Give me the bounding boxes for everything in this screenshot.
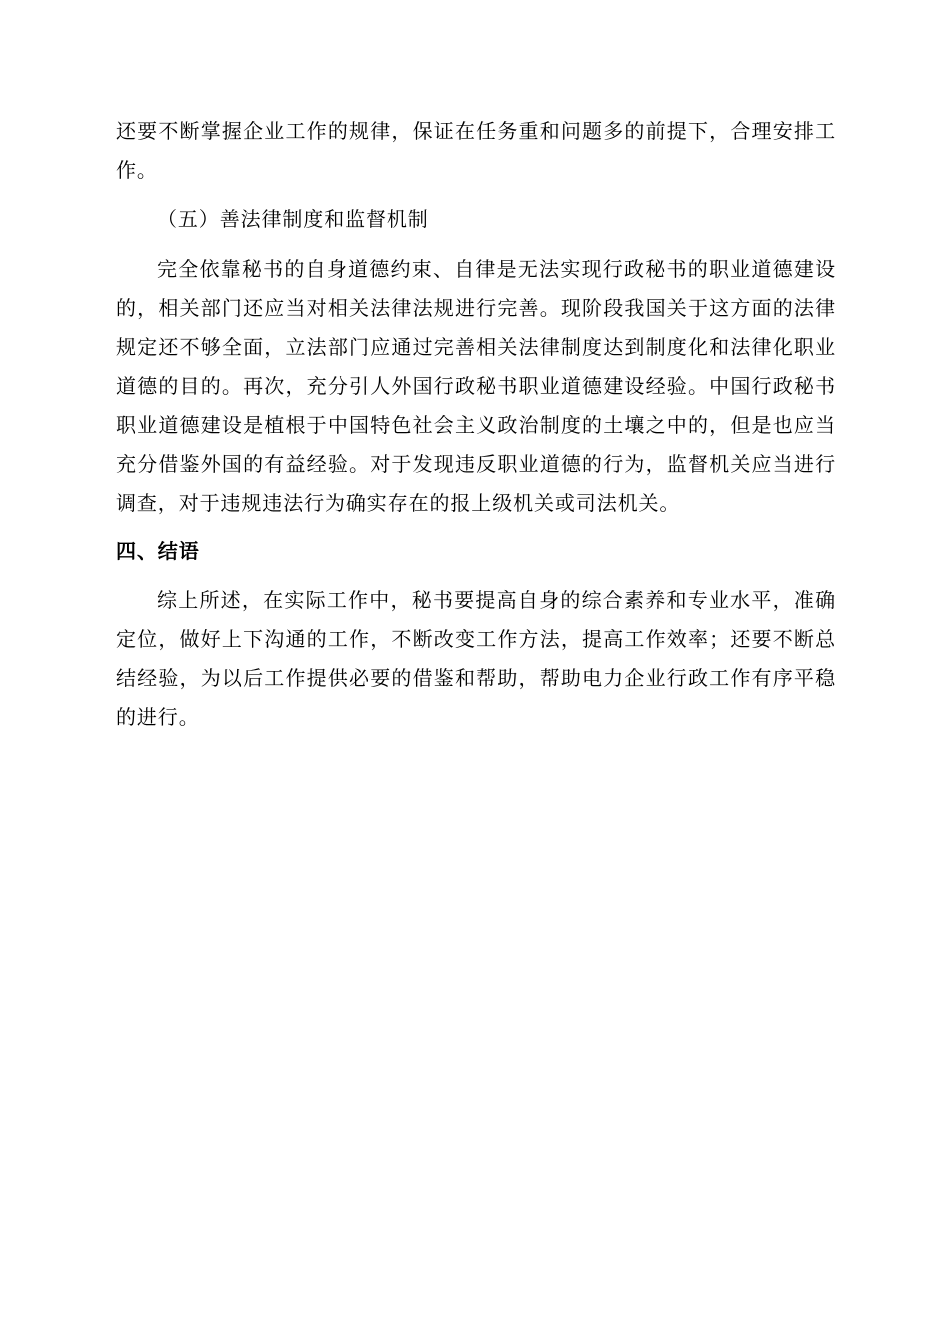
- paragraph-law-supervision: 完全依靠秘书的自身道德约束、自律是无法实现行政秘书的职业道德建设的，相关部门还应当对相关法律法规进行完善。现阶段我国关于这方面的法律规定还不够全面，立法部门应通过完善相关法律制度达到制度化和法律化职业道德的目的。再次，充分引人外国行政秘书职业道德建设经验。中国行政秘书职业道德建设是植根于中国特色社会主义政治制度的土壤之中的，但是也应当充分借鉴外国的有益经验。对于发现违反职业道德的行为，监督机关应当进行调查，对于违规违法行为确实存在的报上级机关或司法机关。: [116, 257, 836, 515]
- paragraph-continuation: 还要不断掌握企业工作的规律，保证在任务重和问题多的前提下，合理安排工作。: [116, 119, 836, 182]
- section-heading-conclusion: 四、结语: [116, 539, 200, 563]
- subheading-law-system: （五）善法律制度和监督机制: [157, 207, 429, 231]
- paragraph-conclusion: 综上所述，在实际工作中，秘书要提高自身的综合素养和专业水平，准确定位，做好上下沟通的工作，不断改变工作方法，提高工作效率；还要不断总结经验，为以后工作提供必要的借鉴和帮助，帮助电力企业行政工作有序平稳的进行。: [116, 588, 836, 729]
- document-body: [116, 112, 836, 737]
